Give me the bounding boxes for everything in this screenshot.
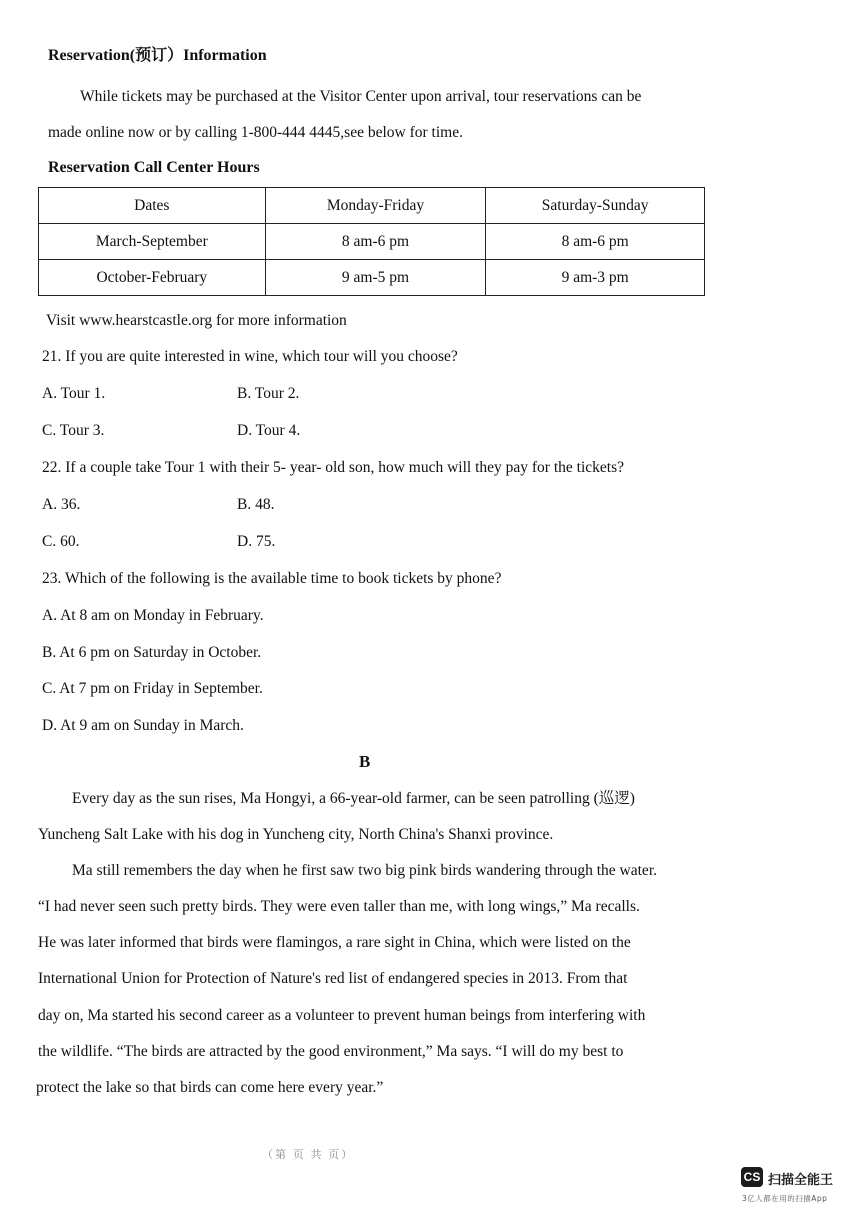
passage-line: the wildlife. “The birds are attracted by the good environment,” Ma says. “I will do my best to bbox=[38, 1043, 624, 1060]
table-header-cell: Dates bbox=[39, 188, 266, 224]
question-21-option-b: B. Tour 2. bbox=[237, 385, 300, 402]
question-22-option-c: C. 60. bbox=[42, 533, 80, 550]
question-22-stem: 22. If a couple take Tour 1 with their 5- year- old son, how much will they pay for the tickets? bbox=[42, 459, 624, 476]
question-23-option-c: C. At 7 pm on Friday in September. bbox=[42, 680, 263, 697]
table-header-cell: Saturday-Sunday bbox=[486, 188, 705, 224]
camscanner-tagline: 3亿人都在用的扫描App bbox=[742, 1194, 828, 1203]
question-22-option-d: D. 75. bbox=[237, 533, 276, 550]
table-row bbox=[39, 260, 705, 296]
passage-line: Yuncheng Salt Lake with his dog in Yuncheng city, North China's Shanxi province. bbox=[38, 826, 554, 843]
camscanner-logo-icon: CS bbox=[741, 1167, 763, 1187]
table-cell: 9 am-5 pm bbox=[265, 260, 486, 296]
question-22-option-a: A. 36. bbox=[42, 496, 81, 513]
table-cell: March-September bbox=[39, 224, 266, 260]
question-21-option-d: D. Tour 4. bbox=[237, 422, 301, 439]
table-cell: October-February bbox=[39, 260, 266, 296]
passage-line: protect the lake so that birds can come here every year.” bbox=[36, 1079, 384, 1096]
passage-line: day on, Ma started his second career as a volunteer to prevent human beings from interfering with bbox=[38, 1007, 646, 1024]
question-21-option-c: C. Tour 3. bbox=[42, 422, 105, 439]
table-header-cell: Monday-Friday bbox=[265, 188, 486, 224]
passage-line: Ma still remembers the day when he first saw two big pink birds wandering through the water. bbox=[72, 862, 657, 879]
call-center-hours-table bbox=[38, 187, 705, 296]
question-21-option-a: A. Tour 1. bbox=[42, 385, 106, 402]
visit-note: Visit www.hearstcastle.org for more information bbox=[46, 312, 347, 329]
table-row bbox=[39, 224, 705, 260]
reservation-paragraph-line-2: made online now or by calling 1-800-444 4445,see below for time. bbox=[48, 124, 463, 141]
passage-line: Every day as the sun rises, Ma Hongyi, a 66-year-old farmer, can be seen patrolling (巡逻) bbox=[72, 790, 635, 807]
table-cell: 8 am-6 pm bbox=[265, 224, 486, 260]
camscanner-name: 扫描全能王 bbox=[768, 1173, 834, 1188]
question-21-stem: 21. If you are quite interested in wine, which tour will you choose? bbox=[42, 348, 458, 365]
table-cell: 8 am-6 pm bbox=[486, 224, 705, 260]
section-b-label: B bbox=[359, 752, 371, 771]
reservation-paragraph-line-1: While tickets may be purchased at the Visitor Center upon arrival, tour reservations can be bbox=[80, 88, 642, 105]
call-center-title: Reservation Call Center Hours bbox=[48, 159, 260, 176]
page-number-footer: （第 页 共 页） bbox=[262, 1149, 355, 1161]
reservation-heading: Reservation(预订）Information bbox=[48, 47, 267, 64]
passage-line: International Union for Protection of Nature's red list of endangered species in 2013. From that bbox=[38, 970, 628, 987]
question-23-option-d: D. At 9 am on Sunday in March. bbox=[42, 717, 244, 734]
table-cell: 9 am-3 pm bbox=[486, 260, 705, 296]
question-23-stem: 23. Which of the following is the available time to book tickets by phone? bbox=[42, 570, 502, 587]
passage-line: He was later informed that birds were flamingos, a rare sight in China, which were listed on the bbox=[38, 934, 631, 951]
table-header-row bbox=[39, 188, 705, 224]
passage-line: “I had never seen such pretty birds. They were even taller than me, with long wings,” Ma recalls. bbox=[38, 898, 640, 915]
question-23-option-a: A. At 8 am on Monday in February. bbox=[42, 607, 264, 624]
question-22-option-b: B. 48. bbox=[237, 496, 275, 513]
question-23-option-b: B. At 6 pm on Saturday in October. bbox=[42, 644, 262, 661]
